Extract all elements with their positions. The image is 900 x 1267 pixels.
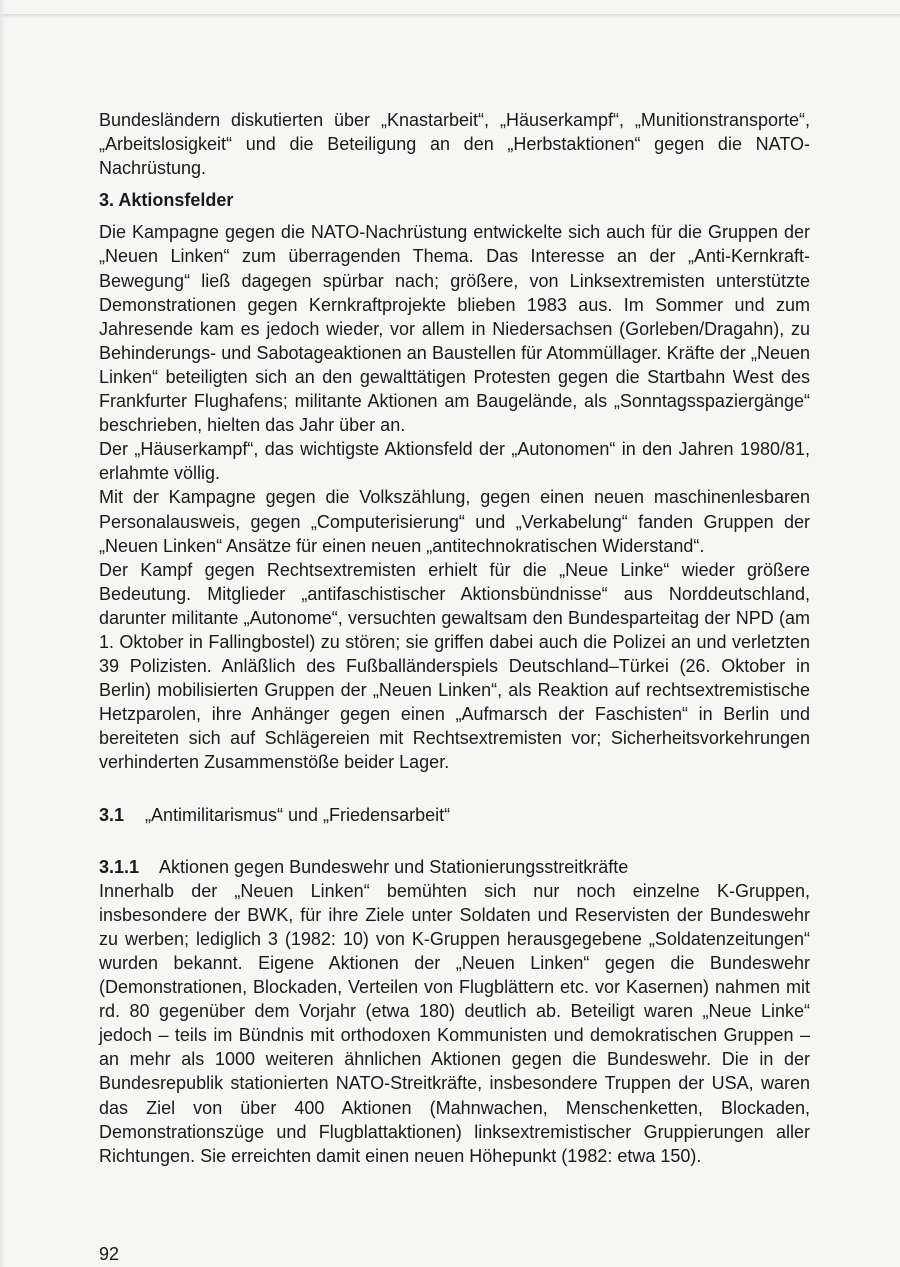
section-heading-3-1-1 <box>99 855 810 879</box>
intro-paragraph: Bundesländern diskutierten über „Knastarbeit“, „Häuserkampf“, „Munitionstransporte“, „Arbeitslosigkeit“ und die Beteiligung an den „Herbstaktionen“ gegen die NATO-Nachrüstung. <box>99 110 810 179</box>
section-heading-3-1 <box>99 803 810 827</box>
subsection-title: Aktionen gegen Bundeswehr und Stationierungsstreitkräfte <box>159 856 629 877</box>
section-3-paragraph-4: Der Kampf gegen Rechtsextremisten erhielt für die „Neue Linke“ wieder größere Bedeutung. Mitglieder „antifaschistischer Aktionsbündnisse“ aus Norddeutschland, darunter militante „Autonome“, versuchten gewaltsam den Bundesparteitag der NPD (am 1. Oktober in Fallingbostel) zu stören; sie griffen dabei auch die Polizei an und verletzten 39 Polizisten. Anläßlich des Fußballänderspiels Deutschland–Türkei (26. Oktober in Berlin) mobilisierten Gruppen der „Neuen Linken“, als Reaktion auf rechtsextremistische Hetzparolen, ihre Anhänger gegen einen „Aufmarsch der Faschisten“ in Berlin und bereiteten sich auf Schlägereien mit Rechtsextremisten vor; Sicherheitsvorkehrungen verhinderten Zusammenstöße beider Lager. <box>99 559 810 773</box>
section-3-paragraph-1: Die Kampagne gegen die NATO-Nachrüstung entwickelte sich auch für die Gruppen der „Neuen Linken“ zum überragenden Thema. Das Interesse an der „Anti-Kernkraft-Bewegung“ ließ dagegen spürbar nach; größere, von Linksextremisten unterstützte Demonstrationen gegen Kernkraftprojekte blieben 1983 aus. Im Sommer und zum Jahresende kam es jedoch wieder, vor allem in Niedersachsen (Gorleben/Dragahn), zu Behinderungs- und Sabotageaktionen an Baustellen für Atommüllager. Kräfte der „Neuen Linken“ beteiligten sich an den gewalttätigen Protesten gegen die Startbahn West des Frankfurter Flughafens; militante Aktionen am Baugelände, als „Sonntagsspaziergänge“ beschrieben, hielten das Jahr über an. <box>99 222 810 436</box>
page-number: 92 <box>99 1244 120 1264</box>
section-3-paragraph-3: Mit der Kampagne gegen die Volkszählung, gegen einen neuen maschinenlesbaren Personalausweis, gegen „Computerisierung“ und „Verkabelung“ fanden Gruppen der „Neuen Linken“ Ansätze für einen neuen „antitechnokratischen Widerstand“. <box>99 487 810 556</box>
scan-edge <box>0 14 900 18</box>
section-heading-3: 3. Aktionsfelder <box>99 190 234 211</box>
page-shadow <box>0 0 6 1267</box>
section-3-1-1-paragraph: Innerhalb der „Neuen Linken“ bemühten sich nur noch einzelne K-Gruppen, insbesondere der BWK, für ihre Ziele unter Soldaten und Reservisten der Bundeswehr zu werben; lediglich 3 (1982: 10) von K-Gruppen herausgegebene „Soldatenzeitungen“ wurden bekannt. Eigene Aktionen der „Neuen Linken“ gegen die Bundeswehr (Demonstrationen, Blockaden, Verteilen von Flugblättern etc. vor Kasernen) nahmen mit rd. 80 gegenüber dem Vorjahr (etwa 180) deutlich ab. Beteiligt waren „Neue Linke“ jedoch – teils im Bündnis mit orthodoxen Kommunisten und demokratischen Gruppen – an mehr als 1000 weiteren ähnlichen Aktionen gegen die Bundeswehr. Die in der Bundesrepublik stationierten NATO-Streitkräfte, insbesondere Truppen der USA, waren das Ziel von über 400 Aktionen (Mahnwachen, Menschenketten, Blockaden, Demonstrationszüge und Flugblattaktionen) linksextremistischer Gruppierungen aller Richtungen. Sie erreichten damit einen neuen Höhepunkt (1982: etwa 150). <box>99 880 810 1166</box>
section-number: 3.1 <box>99 804 125 825</box>
page-body <box>99 108 810 1168</box>
section-title: „Antimilitarismus“ und „Friedensarbeit“ <box>145 804 451 825</box>
subsection-number: 3.1.1 <box>99 856 140 877</box>
section-3-paragraph-2: Der „Häuserkampf“, das wichtigste Aktionsfeld der „Autonomen“ in den Jahren 1980/81, erlahmte völlig. <box>99 439 810 484</box>
